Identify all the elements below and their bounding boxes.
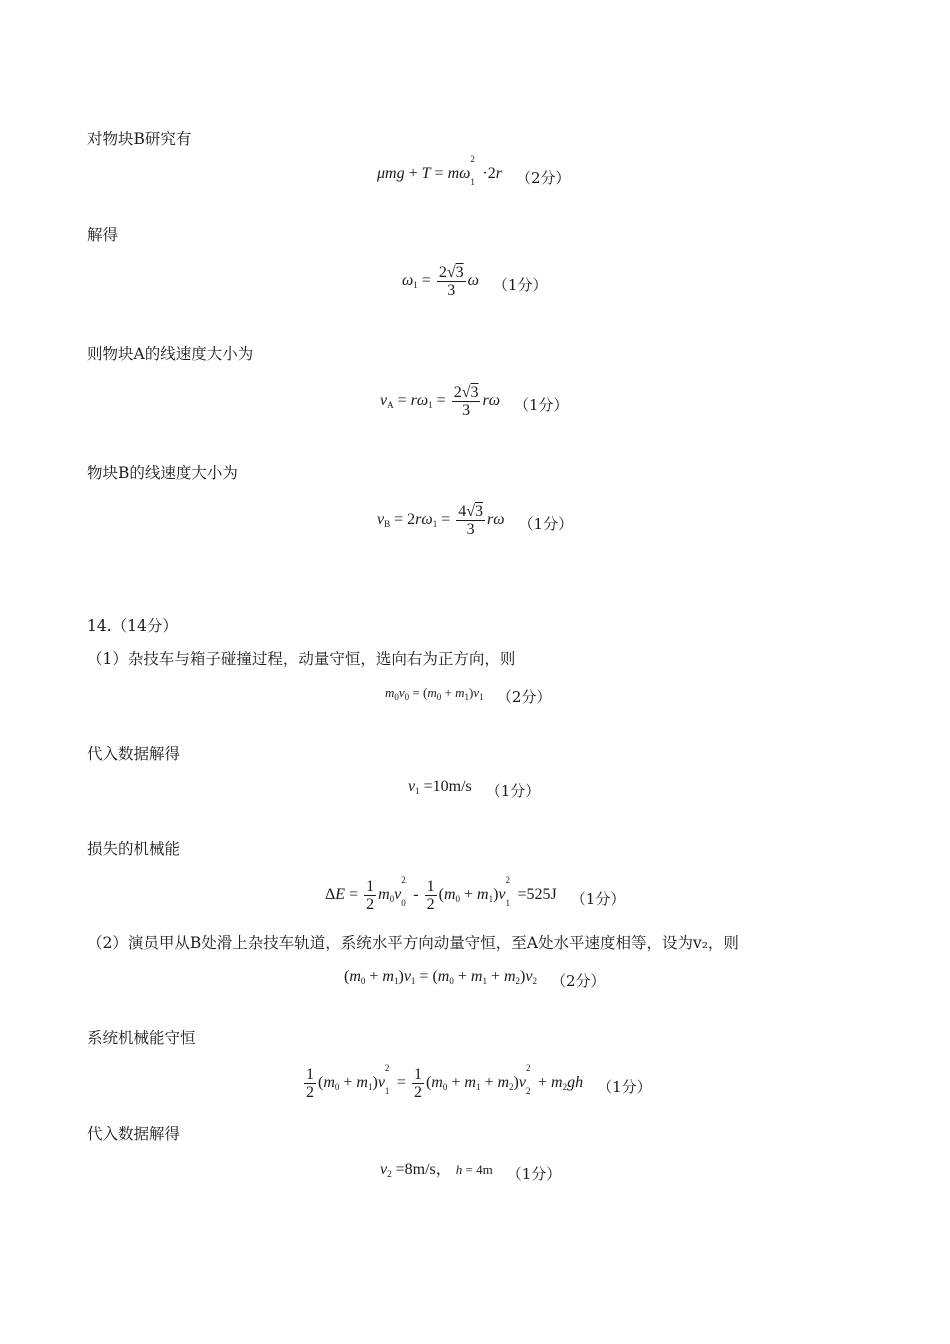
text-line-solve: 解得 — [87, 226, 119, 244]
score-label: （1分） — [506, 1165, 562, 1183]
text-line-speed-b: 物块B的线速度大小为 — [87, 464, 238, 482]
text-line-speed-a: 则物块A的线速度大小为 — [87, 345, 254, 363]
equation-velocity-a: $v_A = r\omega_1$ = $\frac{2√3}{3}$ rω （1分） — [380, 384, 569, 419]
equation-momentum-1: $m_0v_0 = (m_0 + m_1)v_1$ （2分） — [385, 685, 552, 706]
text-line-part2-intro: （2）演员甲从B处滑上杂技车轨道，系统水平方向动量守恒，至A处水平速度相等，设为v₂，则 — [87, 934, 739, 952]
text-line-analyze-block-b: 对物块B研究有 — [87, 130, 192, 148]
equation-energy-conservation: $\frac{1}{2}$ $(m_0 + m_1)v$ 2 1 = $\frac{1}{2}$ $(m_0 + m_1 + m_2)v$ 2 2 + $m_2gh$ （1分） — [306, 1063, 652, 1101]
score-label: （2分） — [515, 169, 571, 187]
height-value: = 4m — [465, 1162, 493, 1177]
equation-block-b-force: μmg + T = mω 2 1 ·2r （2分） — [377, 154, 571, 187]
equation-velocity-b: $v_B = 2r\omega_1$ = $\frac{4√3}{3}$ rω （1分） — [377, 503, 574, 538]
problem-heading: 14.（14分） — [87, 617, 178, 635]
v2-value: =8m/s — [395, 1161, 436, 1178]
score-label: （1分） — [597, 1078, 652, 1097]
text-line-energy-conservation: 系统机械能守恒 — [87, 1029, 196, 1047]
text-line-part1-intro: （1）杂技车与箱子碰撞过程，动量守恒，选向右为正方向，则 — [87, 650, 516, 668]
equation-energy-loss: ΔE = $\frac{1}{2}$ $m_0v$ 2 0 - $\frac{1}{2}$ $(m_0 + m_1)v$ 2 1 =525J （1分） — [325, 875, 626, 913]
equation-omega1: $\omega_1$ = $\frac{2√3}{3}$ ω （1分） — [402, 264, 548, 299]
score-label: （1分） — [492, 276, 548, 295]
text-line-energy-loss: 损失的机械能 — [87, 840, 181, 858]
equation-v1: $v_1 =10m/s$ （1分） — [408, 778, 541, 800]
text-line-substitute: 代入数据解得 — [87, 745, 181, 763]
score-label: （1分） — [570, 890, 626, 909]
score-label: （1分） — [518, 515, 574, 534]
score-label: （1分） — [514, 396, 569, 415]
v1-value: =10m/s — [423, 778, 472, 795]
equation-momentum-2: $(m_0 + m_1)v_1 = (m_0 + m_1 + m_2)v_2$ （2分） — [344, 968, 606, 990]
equation-v2-h: $v_2 =8m/s$， h = 4m （1分） — [380, 1161, 562, 1183]
energy-loss-value: =525J — [517, 886, 557, 904]
text-line-substitute-2: 代入数据解得 — [87, 1125, 181, 1143]
score-label: （2分） — [550, 972, 606, 990]
score-label: （1分） — [485, 782, 541, 800]
score-label: （2分） — [496, 688, 552, 706]
